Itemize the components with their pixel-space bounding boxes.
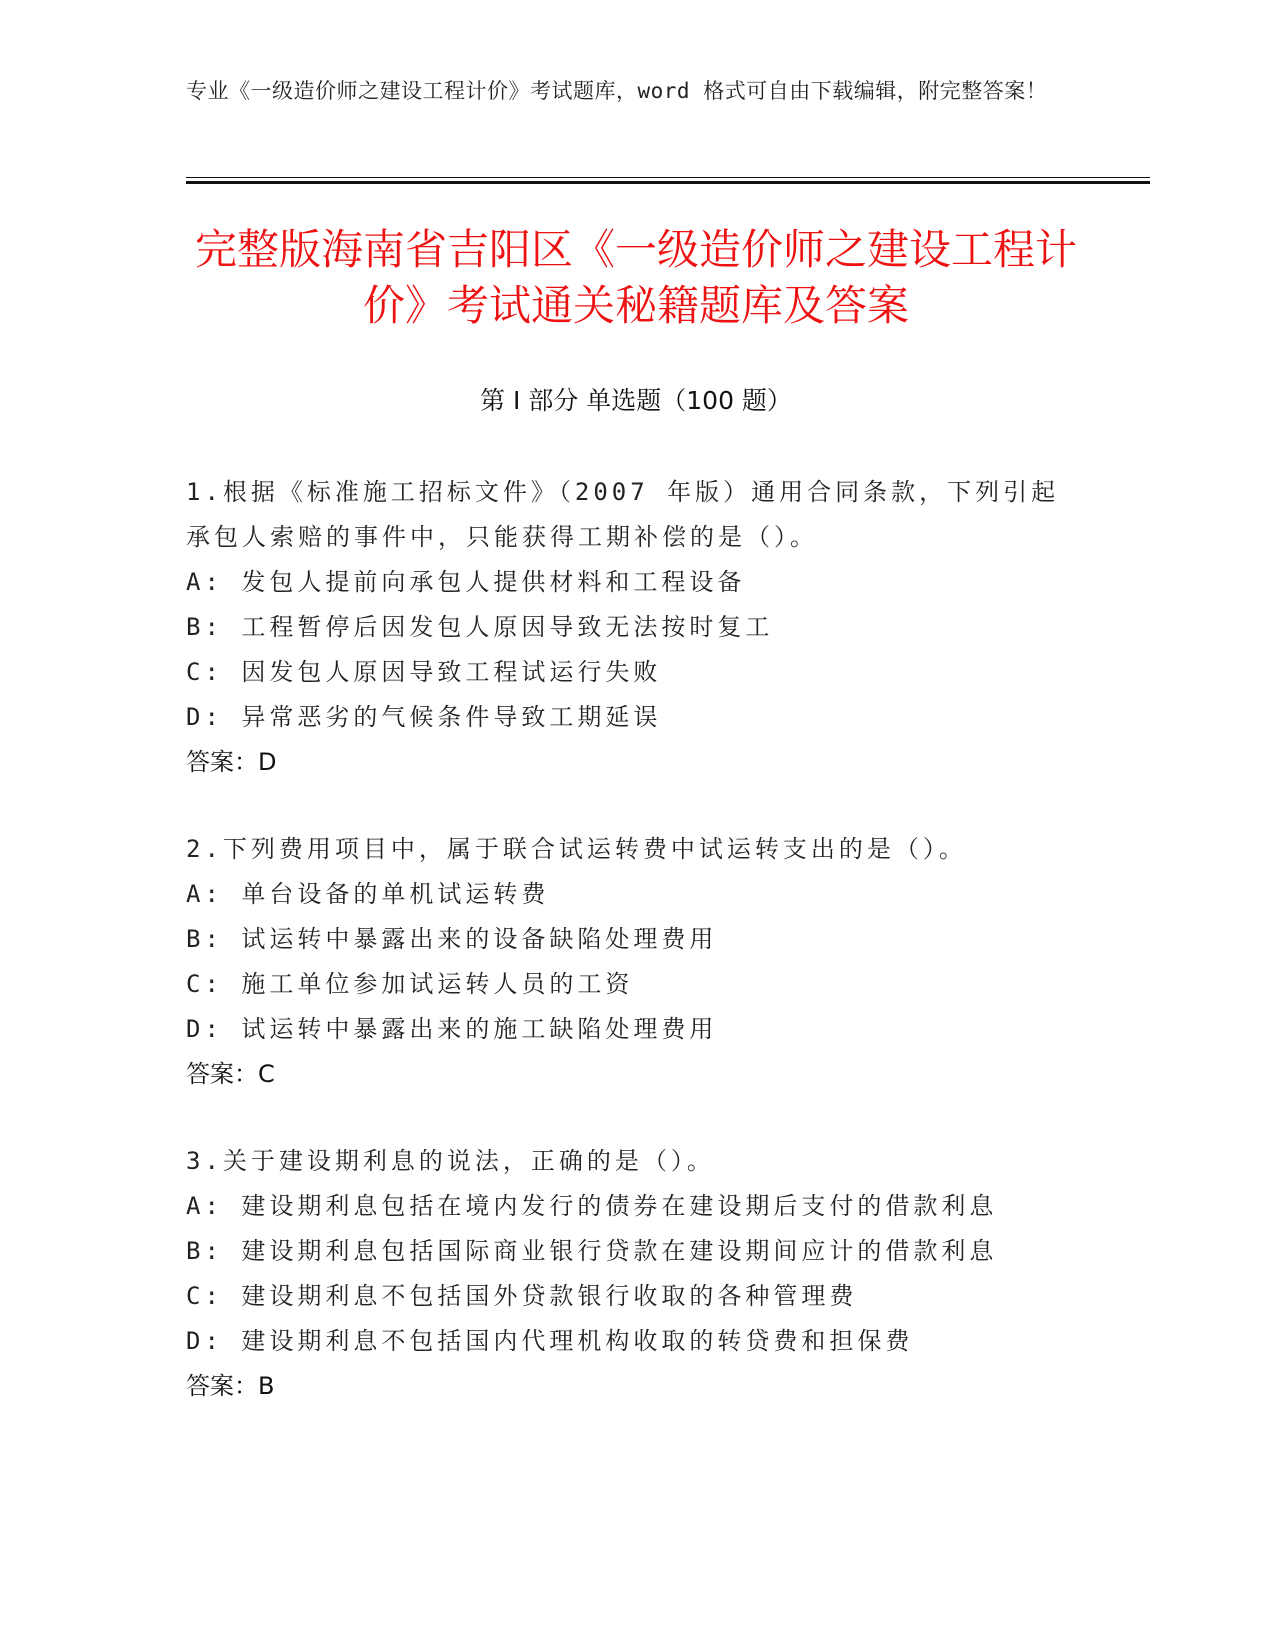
option-a: A: 建设期利息包括在境内发行的债券在建设期后支付的借款利息 [186, 1192, 998, 1220]
question-stem: 2.下列费用项目中，属于联合试运转费中试运转支出的是（）。 [186, 835, 967, 863]
option-c: C: 施工单位参加试运转人员的工资 [186, 970, 634, 998]
option-b: B: 试运转中暴露出来的设备缺陷处理费用 [186, 925, 718, 953]
document-title: 完整版海南省吉阳区《一级造价师之建设工程计价》考试通关秘籍题库及答案 [194, 225, 1077, 330]
option-a: A: 单台设备的单机试运转费 [186, 880, 550, 908]
question-1 [186, 470, 1086, 785]
option-d: D: 异常恶劣的气候条件导致工期延误 [186, 703, 662, 731]
header-divider-thick [186, 181, 1150, 184]
answer: 答案：D [186, 748, 277, 776]
option-a: A: 发包人提前向承包人提供材料和工程设备 [186, 568, 746, 596]
answer: 答案：B [186, 1372, 275, 1400]
question-stem: 3.关于建设期利息的说法，正确的是（）。 [186, 1147, 715, 1175]
answer: 答案：C [186, 1060, 275, 1088]
question-stem: 1.根据《标准施工招标文件》（2007 年版）通用合同条款，下列引起承包人索赔的事件中，只能获得工期补偿的是（）。 [186, 478, 1060, 551]
option-b: B: 建设期利息包括国际商业银行贷款在建设期间应计的借款利息 [186, 1237, 998, 1265]
option-d: D: 试运转中暴露出来的施工缺陷处理费用 [186, 1015, 718, 1043]
option-c: C: 因发包人原因导致工程试运行失败 [186, 658, 662, 686]
option-c: C: 建设期利息不包括国外贷款银行收取的各种管理费 [186, 1282, 858, 1310]
question-3 [186, 1139, 1086, 1409]
header-note: 专业《一级造价师之建设工程计价》考试题库，word 格式可自由下载编辑，附完整答案！ [186, 79, 1048, 103]
section-title: 第 I 部分 单选题（100 题） [480, 386, 792, 415]
question-2 [186, 827, 1086, 1097]
option-b: B: 工程暂停后因发包人原因导致无法按时复工 [186, 613, 774, 641]
option-d: D: 建设期利息不包括国内代理机构收取的转贷费和担保费 [186, 1327, 914, 1355]
question-list [186, 470, 1086, 1451]
header-divider-thin [186, 177, 1150, 178]
